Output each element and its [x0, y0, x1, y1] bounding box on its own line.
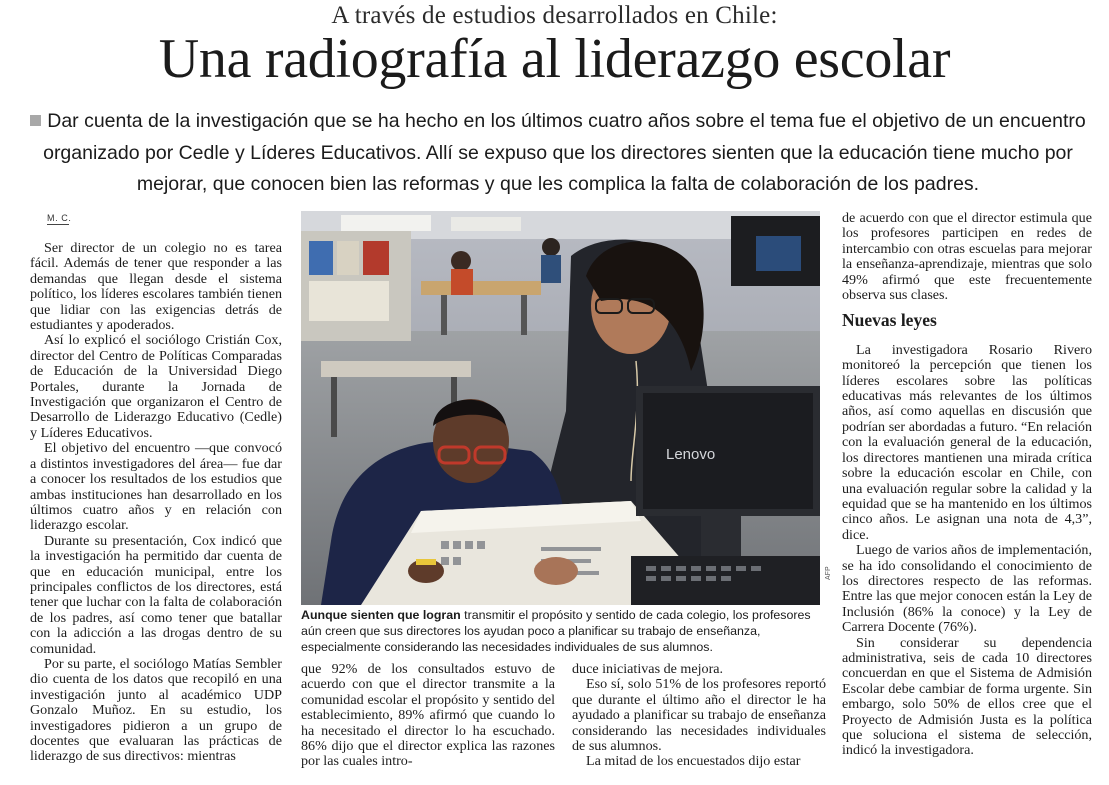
caption-lead: Aunque sienten que logran [301, 608, 461, 622]
paragraph: duce iniciativas de mejora. [572, 661, 724, 677]
headline: Una radiografía al liderazgo escolar [158, 28, 951, 90]
paragraph: El objetivo del encuentro —que convocó a distintos investigadores del área— fue dar a conocer los resultados de los estudios que ambas instituciones han desarrollado en los últimos cuatro años y en relación con liderazgo escolar. [30, 440, 282, 534]
article-column-1 [30, 241, 282, 765]
article-column-4 [842, 211, 1092, 759]
paragraph: Luego de varios años de implementación, se ha ido consolidando el conocimiento de los directores respecto de las reformas. Entre las que mejor conocen están la Ley de Inclusión (86% la conoce) y la Ley de Carrera Docente (76%). [842, 542, 1092, 636]
byline: M. C. [47, 213, 72, 223]
article-photo [301, 211, 820, 605]
paragraph: Por su parte, el sociólogo Matías Sembler dio cuenta de los datos que recopiló en una investigación junto al académico UDP Gonzalo Muñoz. En su estudio, los investigadores pidieron a un grupo de docentes que evaluaran las prácticas de liderazgo de sus directivos: mientras [30, 655, 282, 765]
paragraph: que 92% de los consultados estuvo de acuerdo con que el director transmite a la comunidad escolar el propósito y sentido del establecimiento, 89% afirmó que cuando lo ha necesitado el director lo ha escuchado. 86% dijo que el director explica las razones por las cuales intro- [301, 661, 555, 770]
byline-rule [47, 224, 69, 225]
paragraph: de acuerdo con que el director estimula que los profesores participen en redes de intercambio con otras escuelas para mejorar la enseñanza-aprendizaje, mientras que solo 49% afirmó que este frecuentemente observa sus clases. [842, 210, 1092, 304]
lead-text: Dar cuenta de la investigación que se ha hecho en los últimos cuatro años sobre el tema fue el objetivo de un encuentro organizado por Cedle y Líderes Educativos. Allí se expuso que los directores sienten que la educación tiene mucho por mejorar, que conocen bien las reformas y que les complica la falta de colaboración de los padres. [43, 110, 1086, 195]
subheading: Nuevas leyes [842, 310, 937, 331]
photo-caption [301, 608, 823, 655]
caption-text: transmitir el propósito y sentido de cada colegio, los profesores aún creen que sus directores los ayudan poco a planificar su trabajo de enseñanza, especialmente considerando las necesidades individuales de sus alumnos. [301, 608, 811, 654]
lead-paragraph [30, 106, 1086, 201]
paragraph: Sin considerar su dependencia administrativa, seis de cada 10 directores concuerdan en que el Sistema de Admisión Escolar debe cambiar de forma urgente. Sin embargo, solo 50% de ellos cree que el Proyecto de Admisión Justa es la política que soluciona el sistema de selección, indicó la investigadora. [842, 634, 1092, 759]
paragraph: La mitad de los encuestados dijo estar [586, 753, 801, 770]
photo-credit: AFP [825, 566, 832, 580]
paragraph: Eso sí, solo 51% de los profesores reportó que durante el último año el director le ha ayudado a planificar su trabajo de enseñanza considerando las necesidades individuales de sus alumnos. [572, 676, 826, 755]
article-column-2 [301, 662, 555, 770]
kicker: A través de estudios desarrollados en Chile: [331, 2, 778, 29]
classroom-photo-illustration [301, 211, 820, 605]
paragraph: Ser director de un colegio no es tarea fácil. Además de tener que responder a las demandas que llegan desde el sistema político, los líderes escolares también tienen que lidiar con las exigencias detrás de estudiantes y apoderados. [30, 240, 282, 334]
monitor-brand-label: Lenovo [666, 446, 716, 463]
paragraph: La investigadora Rosario Rivero monitoreó la percepción que tienen los líderes escolares sobre las políticas educativas más relevantes de los últimos años, así como aquellas en discusión que podrían ser abordadas a futuro. “En relación con la evaluación general de la educación, los directores mantienen una mirada crítica sobre la educación escolar en Chile, con una evaluación regular sobre la calidad y la equidad que se ha mantenido en los últimos cinco años. Le asignan una nota de 4,3”, dice. [842, 341, 1092, 543]
square-bullet-icon [30, 115, 41, 126]
paragraph: Durante su presentación, Cox indicó que la investigación ha permitido dar cuenta de que en educación municipal, entre los principales conflictos de los directores, está tener que luchar con la falta de colaboración de los padres, así como tener que batallar con la adicción a las drogas dentro de su comunidad. [30, 532, 282, 657]
article-column-3 [572, 662, 826, 770]
paragraph: Así lo explicó el sociólogo Cristián Cox, director del Centro de Políticas Comparadas de Educación de la Universidad Diego Portales, durante la Jornada de Investigación que organizaron el Centro de Desarrollo de Liderazgo Educativo (Cedle) y Líderes Educativos. [30, 332, 282, 441]
